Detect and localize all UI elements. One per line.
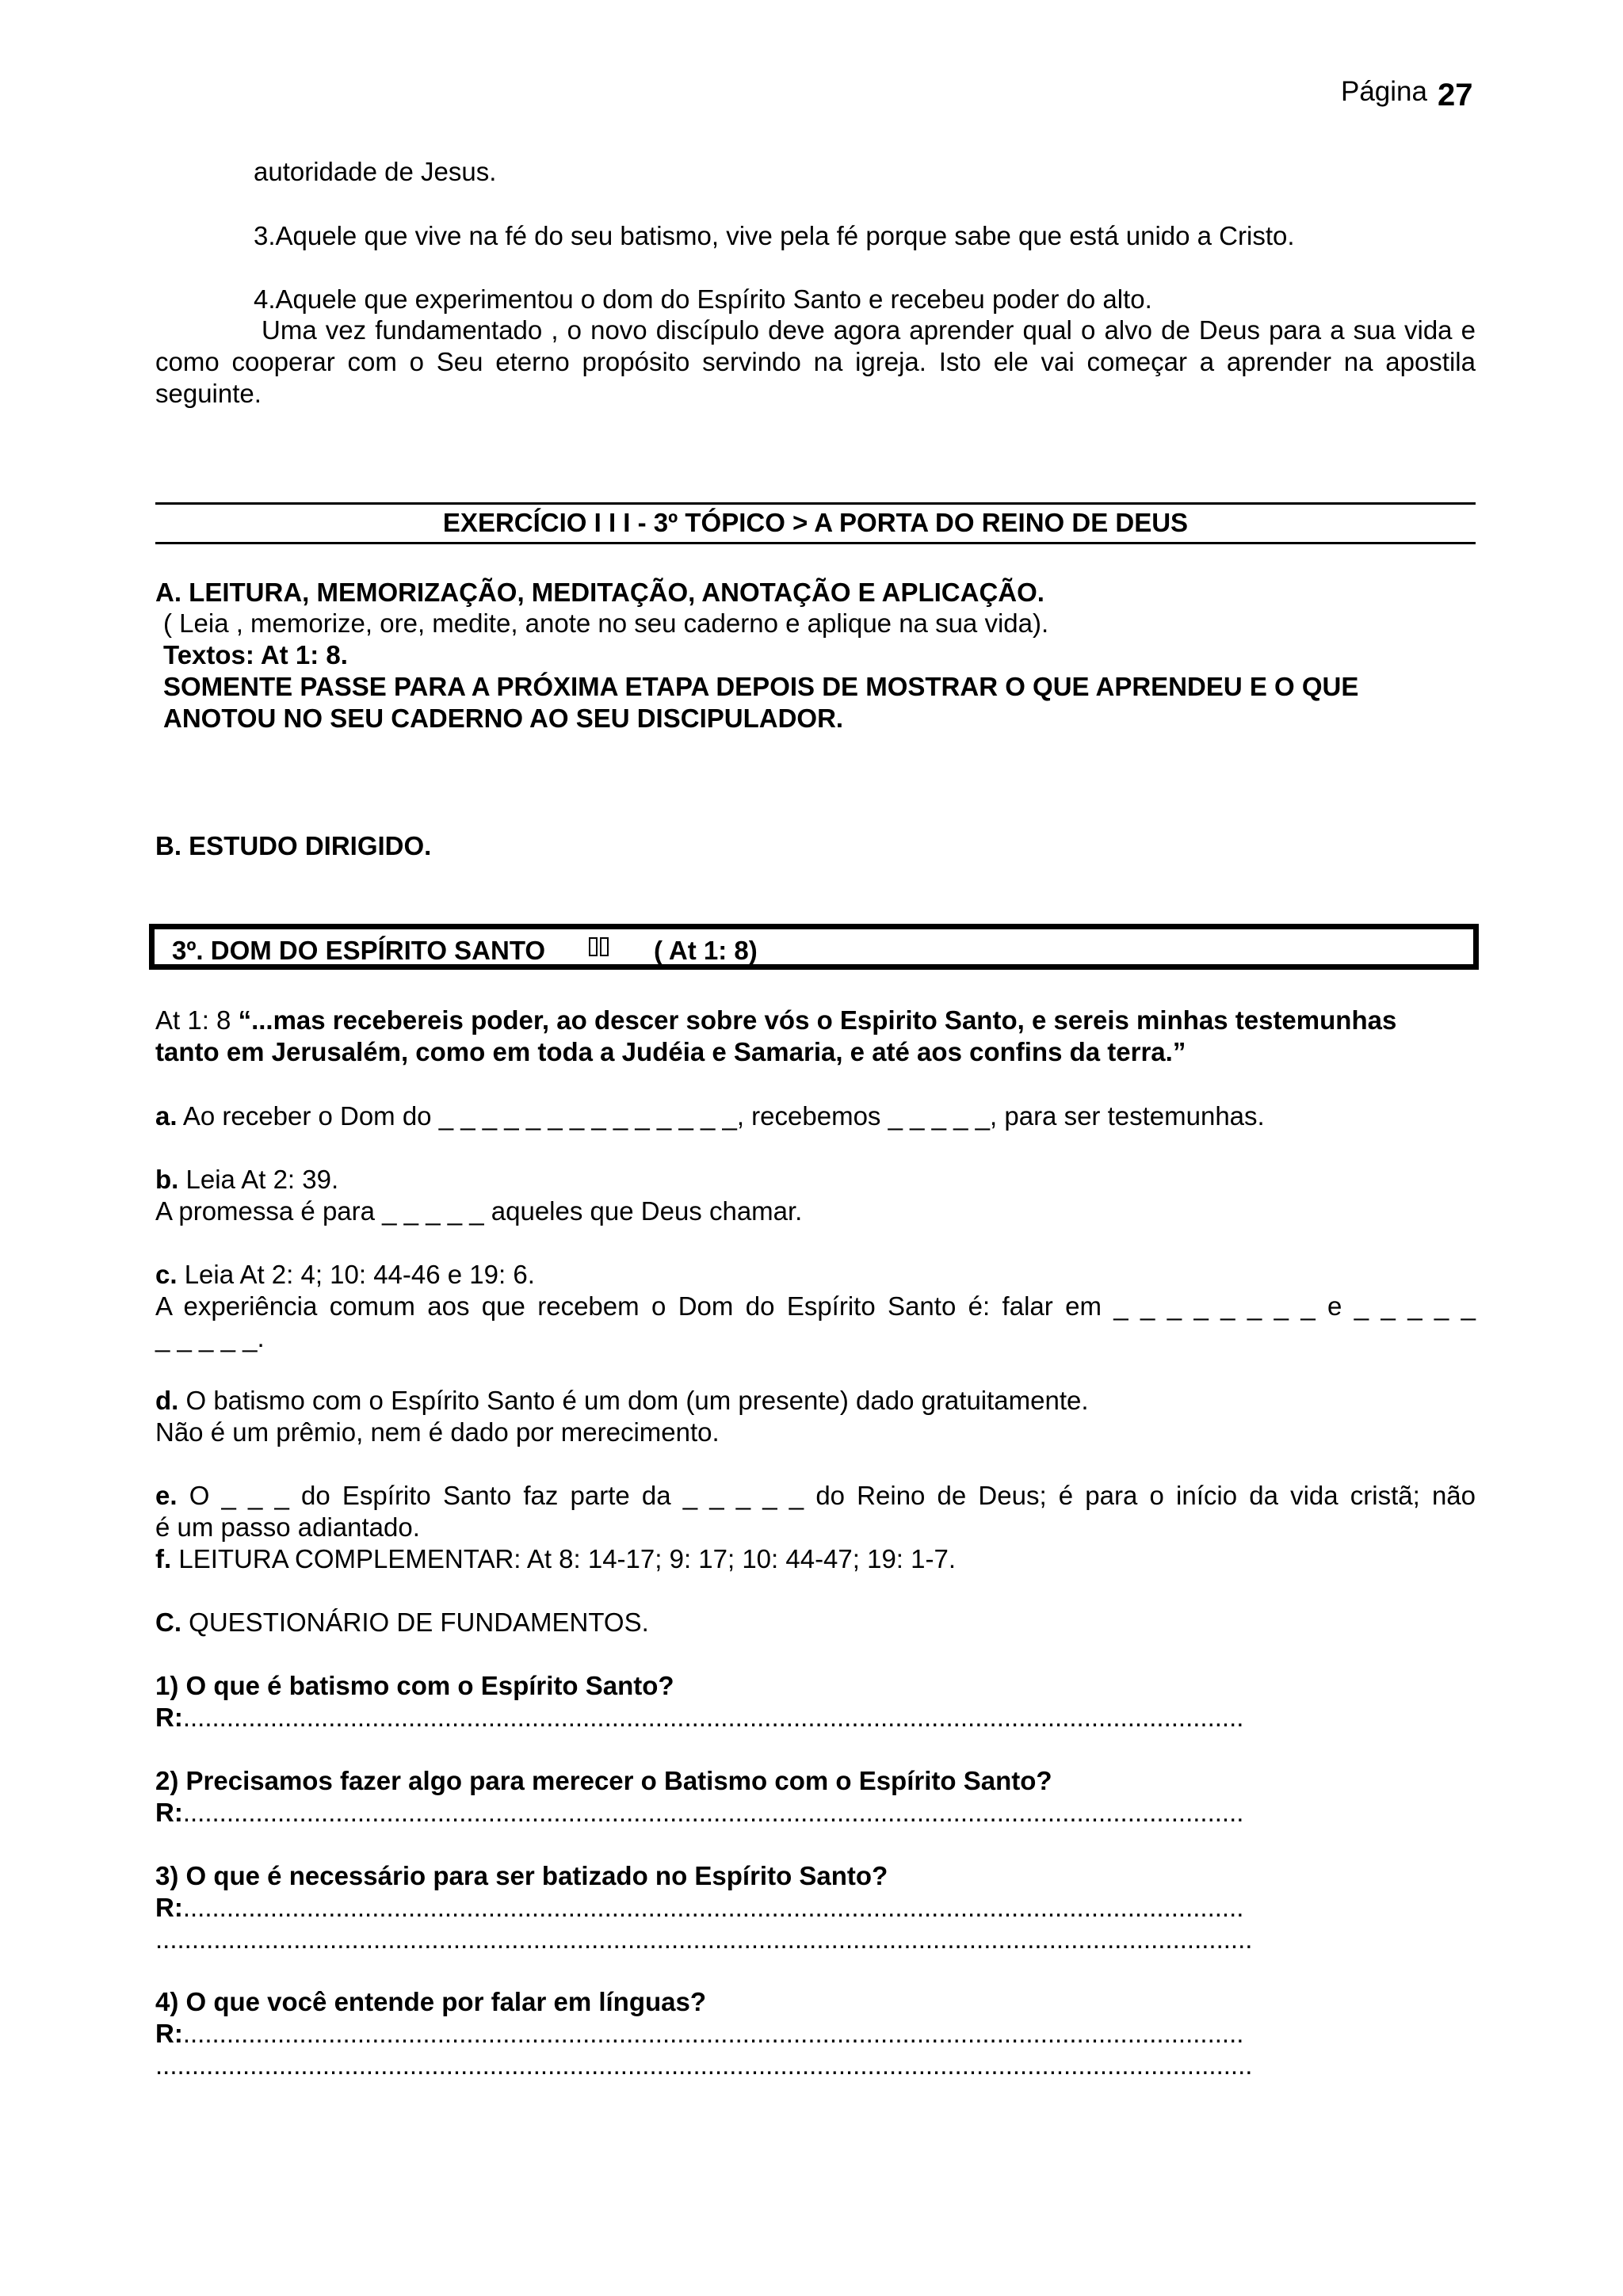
answer-3-line-2[interactable]: ....................................................................................................................................................... [155,1924,1253,1954]
question-1: 1) O que é batismo com o Espírito Santo? [155,1671,674,1700]
verse-quote-start: “...mas recebereis poder, ao descer sobre vós o Espirito Santo, e sereis minhas testemunhas [238,1005,1397,1035]
item-e-label: e. [155,1481,178,1510]
answer-2-dots: .................................................................................................................................................. [182,1798,1244,1827]
topic-box-title: 3º. DOM DO ESPÍRITO SANTO [172,936,546,965]
verse-reference: At 1: 8 [155,1005,239,1035]
item-a-text: Ao receber o Dom do _ _ _ _ _ _ _ _ _ _ _ _ _ _, recebemos _ _ _ _ _, para ser testemunhas. [177,1101,1265,1131]
intro-paragraph-line-1: Uma vez fundamentado , o novo discípulo deve agora aprender qual o alvo de Deus para a sua vida e [262,315,1476,345]
item-e-text: O _ _ _ do Espírito Santo faz parte da _ _ _ _ _ do Reino de Deus; é para o início da vida cristã; não [177,1481,1476,1510]
answer-4-dots: .................................................................................................................................................. [182,2019,1244,2048]
section-c-title [155,1607,649,1638]
answer-4-line-2[interactable]: ....................................................................................................................................................... [155,2050,1253,2080]
section-a-texts: Textos: At 1: 8. [163,640,348,669]
answer-1-label: R: [155,1703,183,1732]
exercise-bottom-rule [155,542,1476,544]
intro-item-3: 3.Aquele que vive na fé do seu batismo, vive pela fé porque sabe que está unido a Cristo. [254,221,1295,250]
item-b [155,1164,338,1196]
answer-2-label: R: [155,1798,183,1827]
item-f [155,1543,956,1575]
topic-box-reference: ( At 1: 8) [654,936,758,965]
answer-1-dots: .................................................................................................................................................. [182,1703,1244,1732]
item-a-label: a. [155,1101,178,1131]
section-b-title: B. ESTUDO DIRIGIDO. [155,831,432,860]
page-label: Página [1341,76,1427,107]
item-f-text: LEITURA COMPLEMENTAR: At 8: 14-17; 9: 17; 10: 44-47; 19: 1-7. [171,1544,957,1573]
question-3: 3) O que é necessário para ser batizado no Espírito Santo? [155,1861,888,1890]
intro-line: autoridade de Jesus. [254,157,497,186]
section-a-warning-line-1: SOMENTE PASSE PARA A PRÓXIMA ETAPA DEPOIS DE MOSTRAR O QUE APRENDEU E O QUE [163,672,1359,701]
answer-3-label: R: [155,1893,183,1922]
section-c-label: C. [155,1608,181,1637]
item-c-text: Leia At 2: 4; 10: 44-46 e 19: 6. [177,1260,535,1289]
item-d [155,1385,1089,1417]
answer-1[interactable] [155,1702,1243,1733]
answer-3-dots: .................................................................................................................................................. [182,1893,1244,1922]
section-a-warning-line-2: ANOTOU NO SEU CADERNO AO SEU DISCIPULADOR. [163,704,844,733]
answer-4-label: R: [155,2019,183,2048]
item-d-line-2: Não é um prêmio, nem é dado por merecimento. [155,1417,720,1447]
intro-item-4: 4.Aquele que experimentou o dom do Espírito Santo e recebeu poder do alto. [254,284,1152,314]
item-d-label: d. [155,1386,179,1415]
item-c-line-3: _ _ _ _ _. [155,1323,265,1352]
item-b-line-2: A promessa é para _ _ _ _ _ aqueles que Deus chamar. [155,1196,803,1226]
item-c-label: c. [155,1260,178,1289]
topic-box [149,924,1479,970]
answer-2[interactable] [155,1797,1243,1829]
answer-3[interactable] [155,1892,1243,1924]
item-e-line-2: é um passo adiantado. [155,1512,420,1542]
item-f-label: f. [155,1544,172,1573]
item-b-text: Leia At 2: 39. [178,1165,339,1194]
section-a-instruction: ( Leia , memorize, ore, medite, anote no seu caderno e aplique na sua vida). [163,608,1049,638]
section-c-title-text: QUESTIONÁRIO DE FUNDAMENTOS. [181,1608,649,1637]
question-4: 4) O que você entende por falar em línguas? [155,1987,706,2016]
intro-paragraph-line-2: como cooperar com o Seu eterno propósito servindo na igreja. Isto ele vai começar a aprender na apostila [155,347,1476,376]
section-a-title: A. LEITURA, MEMORIZAÇÃO, MEDITAÇÃO, ANOTAÇÃO E APLICAÇÃO. [155,578,1044,607]
item-c [155,1259,535,1291]
exercise-top-rule [155,502,1476,505]
verse-line-1 [155,1005,1396,1036]
missing-glyph-icon [589,937,621,961]
exercise-title: EXERCÍCIO I I I - 3º TÓPICO > A PORTA DO REINO DE DEUS [442,508,1189,537]
page-number: 27 [1438,78,1473,113]
item-d-text: O batismo com o Espírito Santo é um dom (um presente) dado gratuitamente. [178,1386,1089,1415]
item-b-label: b. [155,1165,179,1194]
question-2: 2) Precisamos fazer algo para merecer o Batismo com o Espírito Santo? [155,1766,1052,1795]
intro-paragraph-line-3: seguinte. [155,379,262,408]
answer-4[interactable] [155,2018,1243,2050]
item-c-line-2: A experiência comum aos que recebem o Dom do Espírito Santo é: falar em _ _ _ _ _ _ _ _ e _ _ _ _ _ [155,1291,1476,1321]
verse-line-2: tanto em Jerusalém, como em toda a Judéia e Samaria, e até aos confins da terra.” [155,1037,1186,1066]
item-e [155,1480,1476,1512]
item-a [155,1100,1265,1132]
